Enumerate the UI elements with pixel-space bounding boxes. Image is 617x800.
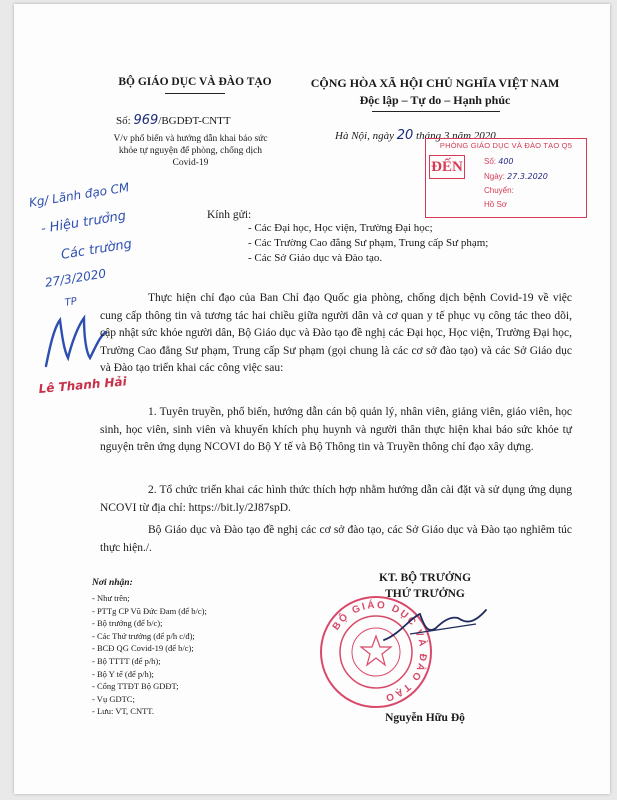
recipients-item: - Bộ TTTT (để p/h); [92,655,161,666]
motto-underline [372,111,500,112]
doc-number-value: 969 [133,113,159,128]
subject-line: khỏe tự nguyện để phòng, chống dịch [118,146,263,156]
ministry-name: BỘ GIÁO DỤC VÀ ĐÀO TẠO [118,76,272,88]
stamp-so [484,157,514,166]
document-number [116,113,231,128]
handwritten-note-line: 27/3/2020 [44,266,107,290]
stamp-hoso: Hồ Sơ [484,200,508,209]
body-closing: Bộ Giáo dục và Đào tạo đề nghị các cơ sở đào tạo, các Sở Giáo dục và Đào tạo nghiêm túc thực hiện./. [100,524,572,554]
handwritten-note-line: TP [64,296,78,309]
stamp-chuyen: Chuyển: [484,186,514,195]
recipients-item: - Vụ GDTC; [92,693,135,704]
recipient-line: - Các Sở Giáo dục và Đào tạo. [248,252,383,264]
recipients-list [92,592,207,718]
body-item-2: 2. Tổ chức triển khai các hình thức thích hợp nhằm hướng dẫn cài đặt và sử dụng ứng dụng NCOVI từ địa chỉ: https://bit.ly/2J87spD. [100,484,572,514]
subject-line: V/v phổ biến và hướng dẫn khai báo sức [113,134,268,144]
recipients-item: - PTTg CP Vũ Đức Đam (để b/c); [92,605,207,616]
stamp-den: ĐẾN [429,155,465,179]
recipients-item: - Bộ trưởng (để b/c); [92,618,163,629]
ministry-underline [165,93,225,94]
handwritten-note-line: Các trường [60,236,133,263]
handwritten-note-line: - Hiệu trưởng [40,208,128,237]
signature-title-2: THỨ TRƯỞNG [385,588,465,600]
incoming-stamp [425,138,587,218]
salutation: Kính gửi: [207,209,252,221]
recipient-line: - Các Đại học, Học viện, Trường Đại học; [248,222,433,234]
doc-number-suffix: /BGDĐT-CNTT [158,115,231,127]
recipients-item: - Cổng TTĐT Bộ GDĐT; [92,681,179,692]
recipients-title: Nơi nhận: [92,578,133,588]
handwritten-note-line: Kg/ Lãnh đạo CM [28,180,131,210]
recipients-item: - Bộ Y tế (để p/h); [92,668,154,679]
recipients-item: - BCĐ QG Covid-19 (để b/c); [92,643,194,654]
signature-title-1: KT. BỘ TRƯỞNG [378,572,472,584]
place-date-before: Hà Nội, ngày [335,130,394,142]
stamp-so-label: Số: [484,157,497,166]
recipients-item: - Các Thứ trưởng (để p/h c/đ); [92,630,195,641]
svg-text:BỘ GIÁO DỤC VÀ ĐÀO TẠO: BỘ GIÁO DỤC VÀ ĐÀO TẠO [330,599,429,704]
doc-number-prefix: Số: [116,115,131,127]
place-date-day: 20 [396,128,414,143]
stamp-so-value: 400 [498,157,514,166]
signer-name: Nguyễn Hữu Độ [385,712,465,724]
subject-line: Covid-19 [172,158,209,168]
minister-signature [380,604,492,648]
recipients-item: - Như trên; [92,593,130,603]
body-item-1: 1. Tuyên truyền, phổ biến, hướng dẫn cán bộ quản lý, nhân viên, giảng viên, giáo viên, học sinh, học viên, sinh viên và khuyến khích phụ huynh và người thân thực hiện khai báo sức khỏe tự nguyện trên ứng dụng NCOVI do Bộ Y tế và Bộ Thông tin và Truyền thông chỉ đạo xây dựng. [100,406,572,453]
recipient-line: - Các Trường Cao đẳng Sư phạm, Trung cấp Sư phạm; [248,237,489,249]
stamp-ngay-value: 27.3.2020 [507,172,548,181]
national-motto: Độc lập – Tự do – Hạnh phúc [359,93,511,107]
handwritten-name: Lê Thanh Hải [38,374,128,396]
recipients-item: - Lưu: VT, CNTT. [92,706,154,717]
republic-name: CỘNG HÒA XÃ HỘI CHỦ NGHĨA VIỆT NAM [310,76,560,90]
stamp-ngay-label: Ngày: [484,172,505,181]
stamp-header: PHÒNG GIÁO DỤC VÀ ĐÀO TẠO Q5 [439,141,573,150]
document-subject [93,133,288,169]
stamp-ngay [484,172,548,181]
place-date-after: tháng 3 năm 2020 [416,130,496,142]
body-intro: Thực hiện chỉ đạo của Ban Chỉ đạo Quốc gia phòng, chống dịch bệnh Covid-19 về việc cung cấp thông tin và tương tác hai chiều giữa người dân và cơ quan y tế phục vụ công tác theo dõi, cập nhật sức khỏe người dân, Bộ Giáo dục và Đào tạo đề nghị các Đại học, Học viện, Trường Đại học, Trường Cao đẳng Sư phạm, Trung cấp Sư phạm (gọi chung là các cơ sở đào tạo) và các Sở Giáo dục và Đào tạo triển khai các công việc sau: [100,292,572,374]
